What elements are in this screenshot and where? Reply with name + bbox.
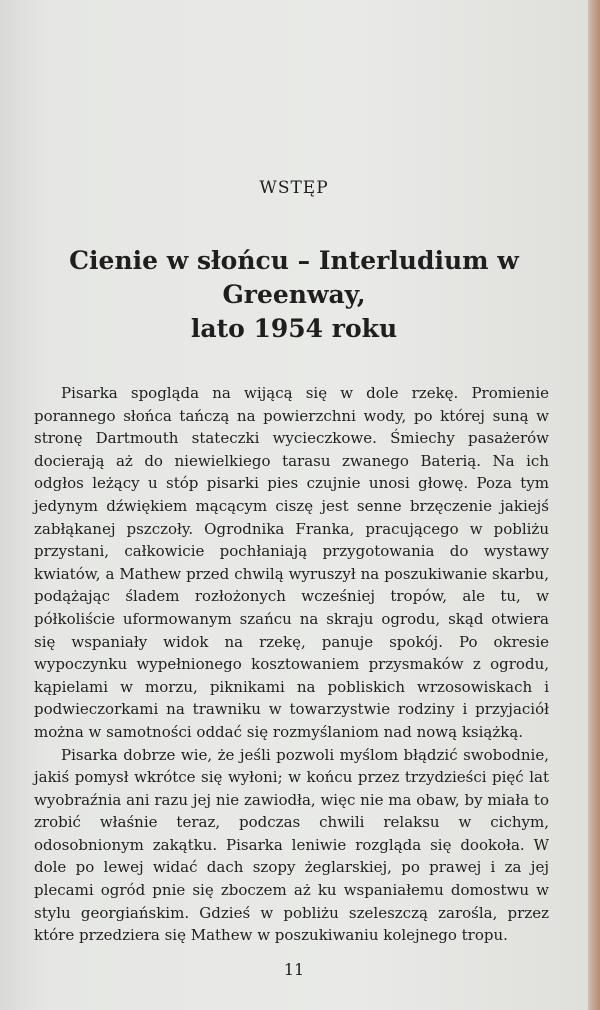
paragraph: Pisarka spogląda na wijącą się w dole rzekę. Promienie porannego słońca tańczą na powierzchni wody, po której suną w stronę Dartmouth stateczki wycieczkowe. Śmiechy pasażerów docierają aż do niewielkiego tarasu zwanego Baterią. Na ich odgłos leżący u stóp pisarki pies czujnie unosi głowę. Poza tym jedynym dźwiękiem mącącym ciszę jest senne brzęczenie jakiejś zabłąkanej pszczoły. Ogrodnika Franka, pracującego w pobliżu przystani, całkowicie pochłaniają przygotowania do wystawy kwiatów, a Mathew przed chwilą wyruszył na poszukiwanie skarbu, podążając śladem rozłożonych wcześniej tropów, ale tu, w półkoliście uformowanym szańcu na skraju ogrodu, skąd otwiera się wspaniały widok na rzekę, panuje spokój. Po okresie wypoczynku wypełnionego kosztowaniem przysmaków z ogrodu, kąpielami w morzu, piknikami na pobliskich wrzosowiskach i podwieczorkami na trawniku w towarzystwie rodziny i przyjaciół można w samotności oddać się rozmyślaniom nad nową książką. — [34, 384, 549, 741]
chapter-title-line-1: Cienie w słońcu – Interludium w Greenway, — [69, 246, 519, 309]
background-edge — [588, 0, 600, 1010]
chapter-title-line-2: lato 1954 roku — [190, 314, 398, 343]
page-number: 11 — [283, 960, 305, 979]
section-label: WSTĘP — [259, 178, 329, 198]
paragraph: Pisarka dobrze wie, że jeśli pozwoli myślom błądzić swobodnie, jakiś pomysł wkrótce się wyłoni; w końcu przez trzydzieści pięć lat wyobraźnia ani razu jej nie zawiodła, więc nie ma obaw, by miała to zrobić właśnie teraz, podczas chwili relaksu w cichym, odosobnionym zakątku. Pisarka leniwie rozgląda się dookoła. W dole po lewej widać dach szopy żeglarskiej, po prawej i za jej plecami ogród pnie się zboczem aż ku wspaniałemu domostwu w stylu georgiańskim. Gdzieś w pobliżu szeleszczą zarośla, przez które przedziera się Mathew w poszukiwaniu kolejnego tropu. — [34, 745, 549, 945]
body-text — [34, 382, 549, 947]
chapter-title — [0, 244, 588, 346]
